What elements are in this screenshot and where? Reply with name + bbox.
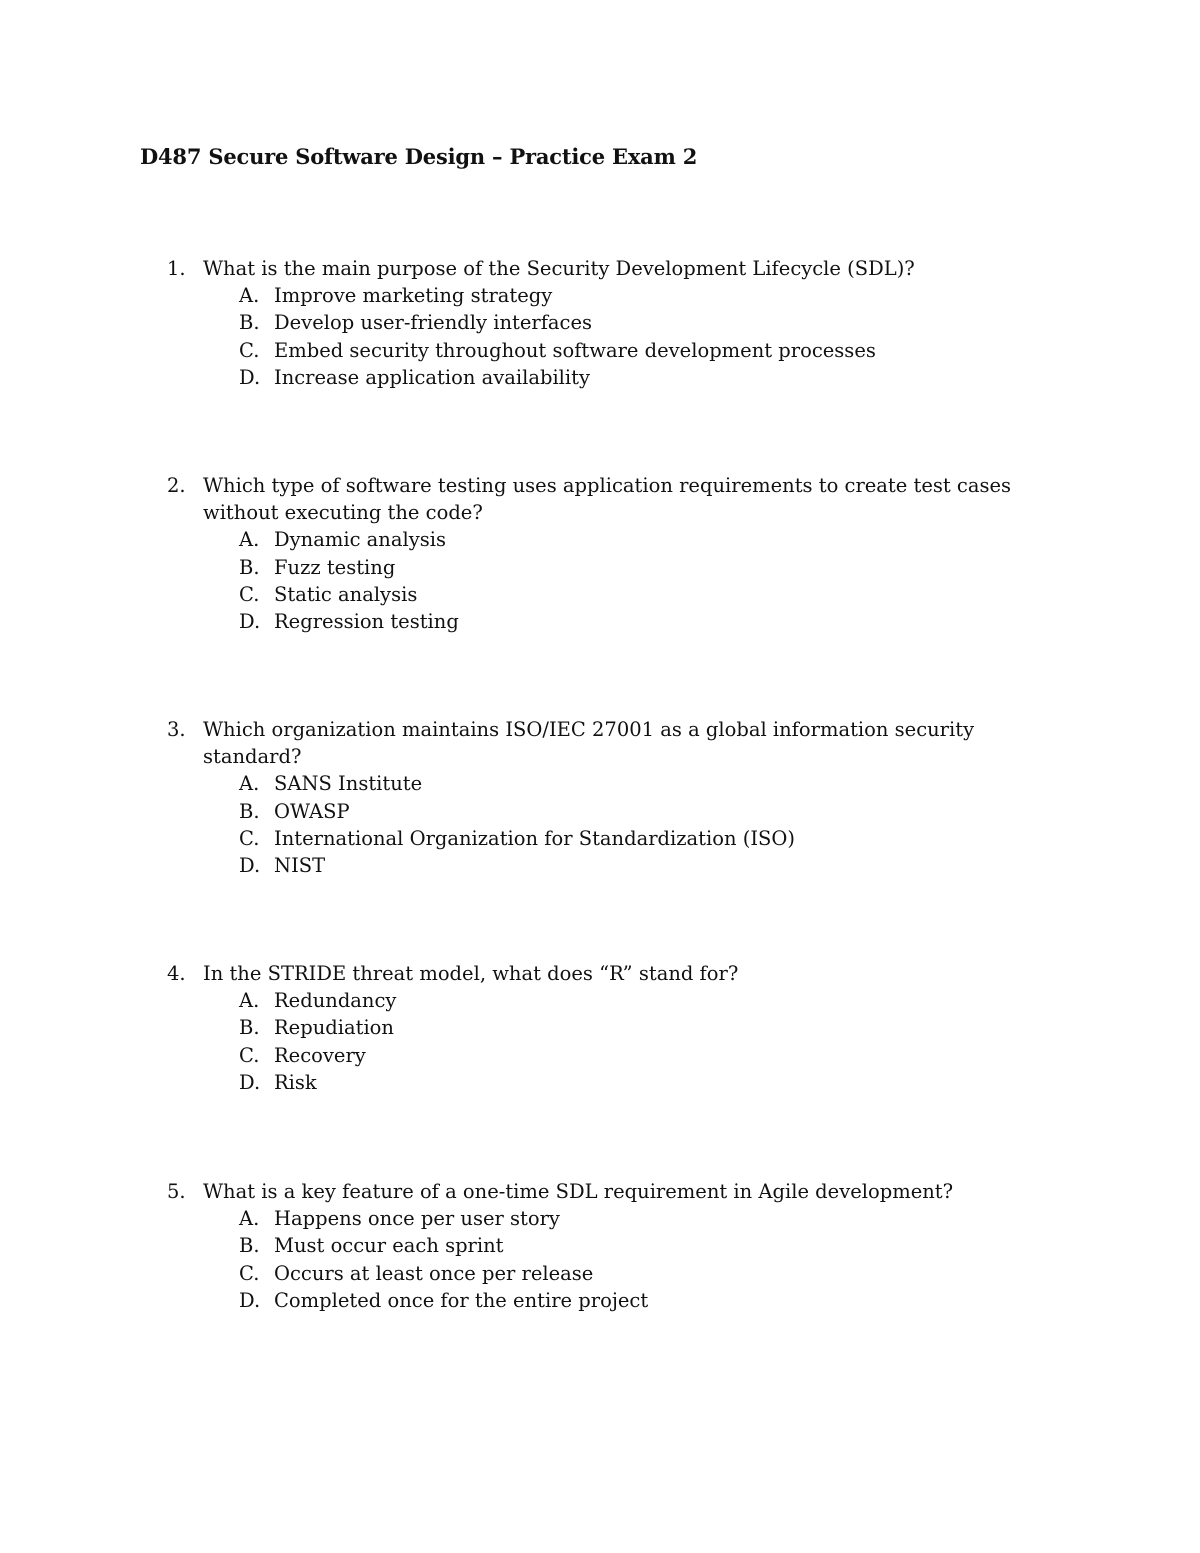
- question-number: 2.: [167, 474, 186, 497]
- option-d: [239, 364, 1047, 391]
- option-text: Redundancy: [274, 989, 397, 1013]
- option-text: Recovery: [274, 1043, 366, 1067]
- option-b: [239, 1232, 1047, 1259]
- option-letter: B.: [239, 1234, 260, 1258]
- option-a: [239, 770, 1047, 797]
- option-letter: C.: [239, 826, 260, 850]
- option-text: Completed once for the entire project: [274, 1288, 649, 1312]
- option-letter: D.: [239, 854, 261, 878]
- document-title: D487 Secure Software Design – Practice Exam 2: [140, 144, 698, 169]
- option-text: Occurs at least once per release: [274, 1261, 594, 1285]
- question-text: What is the main purpose of the Security Development Lifecycle (SDL)?: [203, 257, 915, 280]
- option-letter: D.: [239, 1288, 261, 1312]
- question-number: 4.: [167, 962, 186, 985]
- option-b: [239, 554, 1047, 581]
- option-text: International Organization for Standardization (ISO): [274, 826, 795, 850]
- answer-options: [167, 1205, 1047, 1314]
- option-letter: C.: [239, 1043, 260, 1067]
- question-2-stem: [167, 472, 1047, 526]
- option-a: [239, 1205, 1047, 1232]
- option-letter: D.: [239, 610, 261, 634]
- option-letter: A.: [239, 772, 260, 796]
- option-text: Dynamic analysis: [274, 528, 446, 552]
- option-text: Regression testing: [274, 610, 459, 634]
- question-text: Which type of software testing uses application requirements to create test cases without executing the code?: [203, 474, 1012, 525]
- option-letter: D.: [239, 365, 261, 389]
- option-letter: D.: [239, 1070, 261, 1094]
- option-c: [239, 825, 1047, 852]
- option-b: [239, 1014, 1047, 1041]
- option-letter: A.: [239, 989, 260, 1013]
- question-2: [167, 472, 1047, 635]
- option-letter: B.: [239, 1016, 260, 1040]
- question-4-stem: [167, 960, 1047, 987]
- answer-options: [167, 987, 1047, 1096]
- option-c: [239, 337, 1047, 364]
- option-d: [239, 608, 1047, 635]
- option-d: [239, 852, 1047, 879]
- option-c: [239, 1260, 1047, 1287]
- question-5-stem: [167, 1178, 1047, 1205]
- option-text: NIST: [274, 854, 326, 878]
- question-text: Which organization maintains ISO/IEC 27001 as a global information security standard?: [203, 718, 975, 769]
- option-text: Static analysis: [274, 582, 418, 606]
- option-letter: A.: [239, 284, 260, 308]
- question-1-stem: [167, 255, 1047, 282]
- option-text: Increase application availability: [274, 365, 591, 389]
- question-5: [167, 1178, 1047, 1314]
- question-3: [167, 716, 1047, 879]
- option-letter: C.: [239, 338, 260, 362]
- option-a: [239, 987, 1047, 1014]
- option-letter: C.: [239, 1261, 260, 1285]
- option-a: [239, 526, 1047, 553]
- option-text: Happens once per user story: [274, 1207, 560, 1231]
- option-letter: B.: [239, 799, 260, 823]
- option-text: Develop user-friendly interfaces: [274, 311, 593, 335]
- option-letter: B.: [239, 311, 260, 335]
- option-b: [239, 798, 1047, 825]
- option-text: SANS Institute: [274, 772, 423, 796]
- option-a: [239, 282, 1047, 309]
- question-number: 5.: [167, 1180, 186, 1203]
- option-letter: B.: [239, 555, 260, 579]
- answer-options: [167, 282, 1047, 391]
- question-1: [167, 255, 1047, 391]
- option-letter: C.: [239, 582, 260, 606]
- question-text: In the STRIDE threat model, what does “R” stand for?: [203, 962, 739, 985]
- option-letter: A.: [239, 528, 260, 552]
- question-number: 3.: [167, 718, 186, 741]
- answer-options: [167, 526, 1047, 635]
- option-text: Embed security throughout software development processes: [274, 338, 876, 362]
- option-text: Fuzz testing: [274, 555, 396, 579]
- question-text: What is a key feature of a one-time SDL requirement in Agile development?: [203, 1180, 954, 1203]
- option-d: [239, 1287, 1047, 1314]
- option-c: [239, 1042, 1047, 1069]
- question-number: 1.: [167, 257, 186, 280]
- option-text: Improve marketing strategy: [274, 284, 553, 308]
- option-text: Must occur each sprint: [274, 1234, 504, 1258]
- option-text: OWASP: [274, 799, 350, 823]
- question-3-stem: [167, 716, 1047, 770]
- option-c: [239, 581, 1047, 608]
- question-4: [167, 960, 1047, 1096]
- answer-options: [167, 770, 1047, 879]
- option-text: Risk: [274, 1070, 317, 1094]
- option-b: [239, 309, 1047, 336]
- option-text: Repudiation: [274, 1016, 394, 1040]
- option-d: [239, 1069, 1047, 1096]
- option-letter: A.: [239, 1207, 260, 1231]
